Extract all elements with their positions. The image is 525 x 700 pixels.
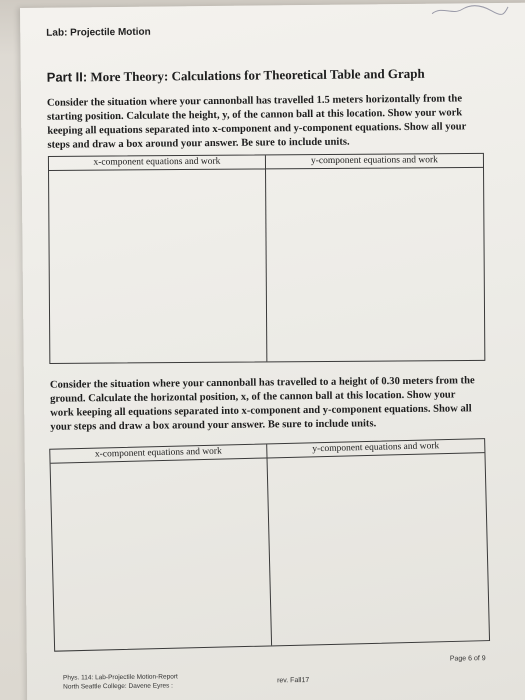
- part-heading: [47, 66, 425, 86]
- section2-x-column: [50, 444, 272, 650]
- section2-y-header: y-component equations and work: [267, 439, 484, 458]
- footer-course-line: Phys. 114: Lab-Projectile Motion-Report: [62, 673, 178, 682]
- section1-work-table: [48, 153, 485, 364]
- section2-work-table: [49, 438, 490, 652]
- part-title: More Theory: Calculations for Theoretical Table and Graph: [90, 65, 425, 85]
- section1-text-emphasis: 1.5 meters: [316, 94, 364, 106]
- section1-x-work-area[interactable]: [49, 169, 266, 363]
- worksheet-page: [20, 3, 525, 700]
- footer-revision: rev. Fall17: [277, 677, 310, 685]
- section2-text-emphasis: to a height of 0.30 meters from the ground.: [50, 375, 475, 405]
- section2-y-work-area[interactable]: [268, 453, 490, 645]
- section1-x-column: [49, 155, 267, 363]
- corner-scribble-icon: [430, 3, 510, 18]
- section1-x-header: x-component equations and work: [49, 155, 265, 171]
- section1-y-work-area[interactable]: [266, 168, 484, 362]
- lab-title: Lab: Projectile Motion: [46, 26, 151, 39]
- section1-y-column: [266, 154, 484, 362]
- section2-x-work-area[interactable]: [51, 458, 272, 650]
- section2-y-column: [267, 439, 489, 645]
- part-label: Part II:: [46, 69, 88, 85]
- section2-text-end: Calculate the horizontal position, x, of the cannon ball at this location. Show your work keeping all equations separated into x-component and y-component equations. Show all your steps and draw a box around your answer. Be sure to include units.: [50, 389, 472, 433]
- section1-instructions: [47, 92, 478, 152]
- section1-text-end: horizontally from the starting position. Calculate the height, y, of the cannon ball at this location. Show your work keeping all equations separated into x-component and y-component equations. Show all your steps and draw a box around your answer. Be sure to include units.: [47, 93, 467, 151]
- footer-page-number: Page 6 of 9: [449, 655, 486, 663]
- footer-course-info: [63, 672, 178, 691]
- section2-instructions: [50, 374, 481, 434]
- footer-college-line: North Seattle College: Davene Eyres :: [63, 682, 173, 691]
- section1-y-header: y-component equations and work: [266, 154, 483, 170]
- section1-text-start: Consider the situation where your cannonball has travelled: [46, 94, 317, 109]
- section2-x-header: x-component equations and work: [50, 444, 266, 463]
- section2-text-start: Consider the situation where your cannonball has travelled: [49, 376, 320, 391]
